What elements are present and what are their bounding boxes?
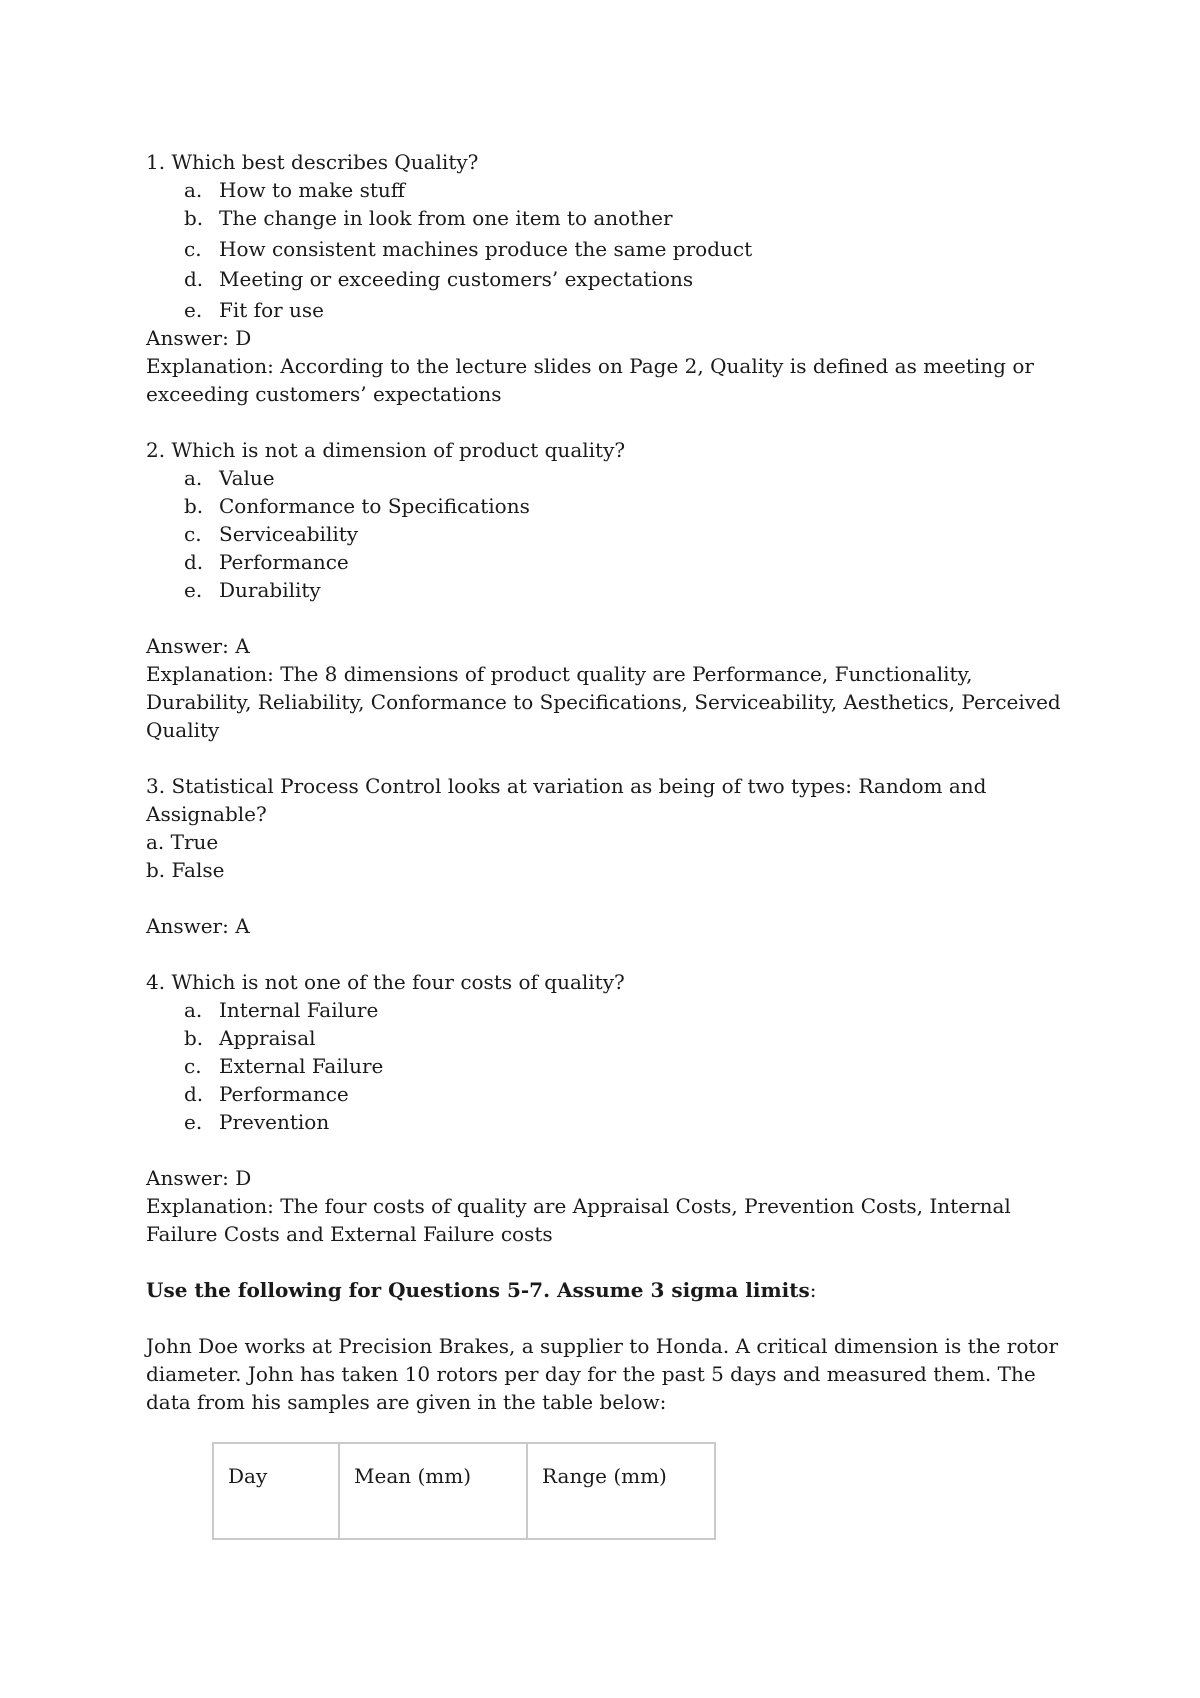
q4-option-c: c. External Failure xyxy=(184,1054,384,1078)
q4-option-a: a. Internal Failure xyxy=(184,998,379,1022)
q2-option-e: e. Durability xyxy=(184,578,321,602)
q1-option-a: a. How to make stuff xyxy=(184,178,405,202)
spacer xyxy=(146,1136,1076,1164)
question-2: 2. Which is not a dimension of product quality? xyxy=(146,438,626,462)
q1-option-e: e. Fit for use xyxy=(184,298,325,322)
q2-answer: Answer: A xyxy=(146,634,250,658)
q1-answer: Answer: D xyxy=(146,326,252,350)
question-1: 1. Which best describes Quality? xyxy=(146,150,479,174)
q2-option-d: d. Performance xyxy=(184,550,349,574)
q2-explanation: Explanation: The 8 dimensions of product quality are Performance, Functionality, Durability, Reliability, Conformance to Specifications, Serviceability, Aesthetics, Perceived Quality xyxy=(146,662,1061,742)
scenario-paragraph: John Doe works at Precision Brakes, a supplier to Honda. A critical dimension is the rotor diameter. John has taken 10 rotors per day for the past 5 days and measured them. The data from his samples are given in the table below: xyxy=(146,1334,1059,1414)
q4-option-e: e. Prevention xyxy=(184,1110,330,1134)
question-3: 3. Statistical Process Control looks at variation as being of two types: Random and Assignable? xyxy=(146,774,987,826)
q1-option-c: c. How consistent machines produce the same product xyxy=(184,237,753,261)
q2-option-c: c. Serviceability xyxy=(184,522,359,546)
question-2-options xyxy=(146,464,1076,604)
spacer xyxy=(146,408,1076,436)
table-header-day: Day xyxy=(213,1443,339,1539)
q4-option-d: d. Performance xyxy=(184,1082,349,1106)
q3-answer: Answer: A xyxy=(146,914,250,938)
spacer xyxy=(146,744,1076,772)
q3-option-b: b. False xyxy=(146,858,225,882)
document-page xyxy=(146,148,1076,1540)
q4-answer: Answer: D xyxy=(146,1166,252,1190)
question-4: 4. Which is not one of the four costs of quality? xyxy=(146,970,625,994)
q1-option-b: b. The change in look from one item to another xyxy=(184,206,673,230)
table-header-range: Range (mm) xyxy=(527,1443,715,1539)
q1-option-d: d. Meeting or exceeding customers’ expectations xyxy=(184,267,694,291)
spacer xyxy=(146,1304,1076,1332)
rotor-data-table xyxy=(212,1442,716,1540)
table-header-mean: Mean (mm) xyxy=(339,1443,527,1539)
spacer xyxy=(146,604,1076,632)
spacer xyxy=(146,884,1076,912)
spacer xyxy=(146,940,1076,968)
question-1-options xyxy=(146,176,1076,324)
q1-explanation: Explanation: According to the lecture slides on Page 2, Quality is defined as meeting or exceeding customers’ expectations xyxy=(146,354,1034,406)
q4-explanation: Explanation: The four costs of quality are Appraisal Costs, Prevention Costs, Internal Failure Costs and External Failure costs xyxy=(146,1194,1011,1246)
question-4-options xyxy=(146,996,1076,1136)
q3-option-a: a. True xyxy=(146,830,219,854)
q2-option-a: a. Value xyxy=(184,466,275,490)
q4-option-b: b. Appraisal xyxy=(184,1026,316,1050)
table-header-row xyxy=(213,1443,715,1539)
spacer xyxy=(146,1248,1076,1276)
q2-option-b: b. Conformance to Specifications xyxy=(184,494,530,518)
section-heading: Use the following for Questions 5-7. Assume 3 sigma limits: xyxy=(146,1278,817,1302)
